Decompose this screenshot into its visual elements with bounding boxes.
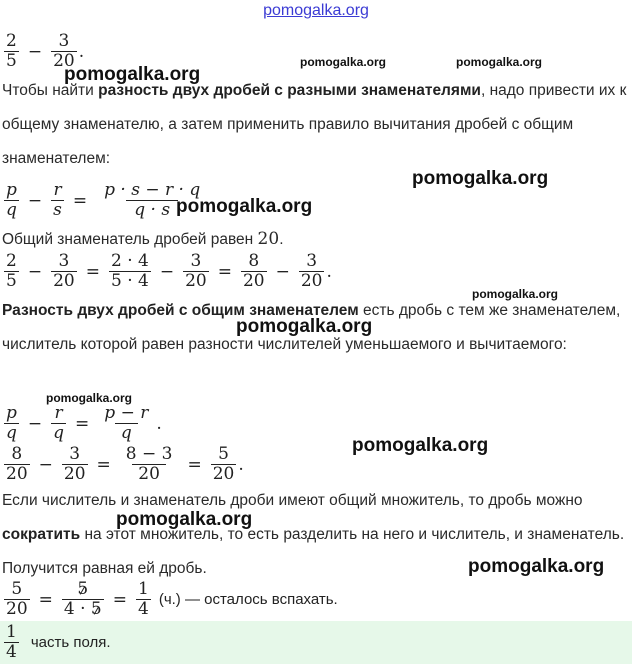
common-denominator-text: Общий знаменатель дробей равен 20.: [2, 229, 284, 249]
watermark: pomogalka.org: [46, 391, 133, 405]
formula-same-denominator: $\frac{p}{q}$ − $\frac{r}{q}$ = $\frac{p - r}{q}$ .: [6, 403, 162, 443]
watermark: pomogalka.org: [472, 287, 559, 301]
watermark: pomogalka.org: [236, 316, 373, 337]
step-reduce: $\frac{5}{20}$ = $\frac{5}{4 \cdot 5}$ = $\frac{1}{4}$ (ч.) — осталось вспахать.: [6, 579, 338, 619]
watermark: pomogalka.org: [176, 196, 313, 217]
paragraph-subtract-different-denominators: Чтобы найти разность двух дробей с разными знаменателями, надо привести их к общему знаменателю, а затем применить правило вычитания дробей с общим знаменателем:: [2, 82, 627, 167]
watermark: pomogalka.org: [64, 64, 201, 85]
watermark: pomogalka.org: [300, 55, 387, 69]
problem-expression: $\frac{2}{5}$ − $\frac{3}{20}$ .: [6, 31, 85, 71]
step-subtract-numerators: $\frac{8}{20}$ − $\frac{3}{20}$ = $\frac{8 - 3}{20}$ = $\frac{5}{20}$ .: [6, 444, 244, 484]
watermark: pomogalka.org: [412, 168, 549, 189]
watermark: pomogalka.org: [468, 556, 605, 577]
watermark: pomogalka.org: [352, 435, 489, 456]
step-common-denominator: $\frac{2}{5}$ − $\frac{3}{20}$ = $\frac{2 \cdot 4}{5 \cdot 4}$ − $\frac{3}{20}$ = $\frac{8}{20}$ − $\frac{3}{20}$ .: [6, 251, 332, 291]
watermark: pomogalka.org: [116, 509, 253, 530]
site-link[interactable]: pomogalka.org: [263, 2, 369, 19]
answer-expression: $\frac{1}{4}$ часть поля.: [6, 622, 111, 662]
paragraph-reduce-fraction: Если числитель и знаменатель дроби имеют общий множитель, то дробь можно сократить на этот множитель, то есть разделить на него и числитель, и знаменатель. Получится равная ей дробь.: [2, 492, 625, 577]
paragraph-subtract-same-denominator: Разность двух дробей с общим знаменателем есть дробь с тем же знаменателем, числитель которой равен разности числителей уменьшаемого и вычитаемого:: [2, 302, 621, 353]
watermark: pomogalka.org: [456, 55, 543, 69]
formula-different-denominators: $\frac{p}{q}$ − $\frac{r}{s}$ = $\frac{p \cdot s - r \cdot q}{q \cdot s}$: [6, 180, 201, 220]
